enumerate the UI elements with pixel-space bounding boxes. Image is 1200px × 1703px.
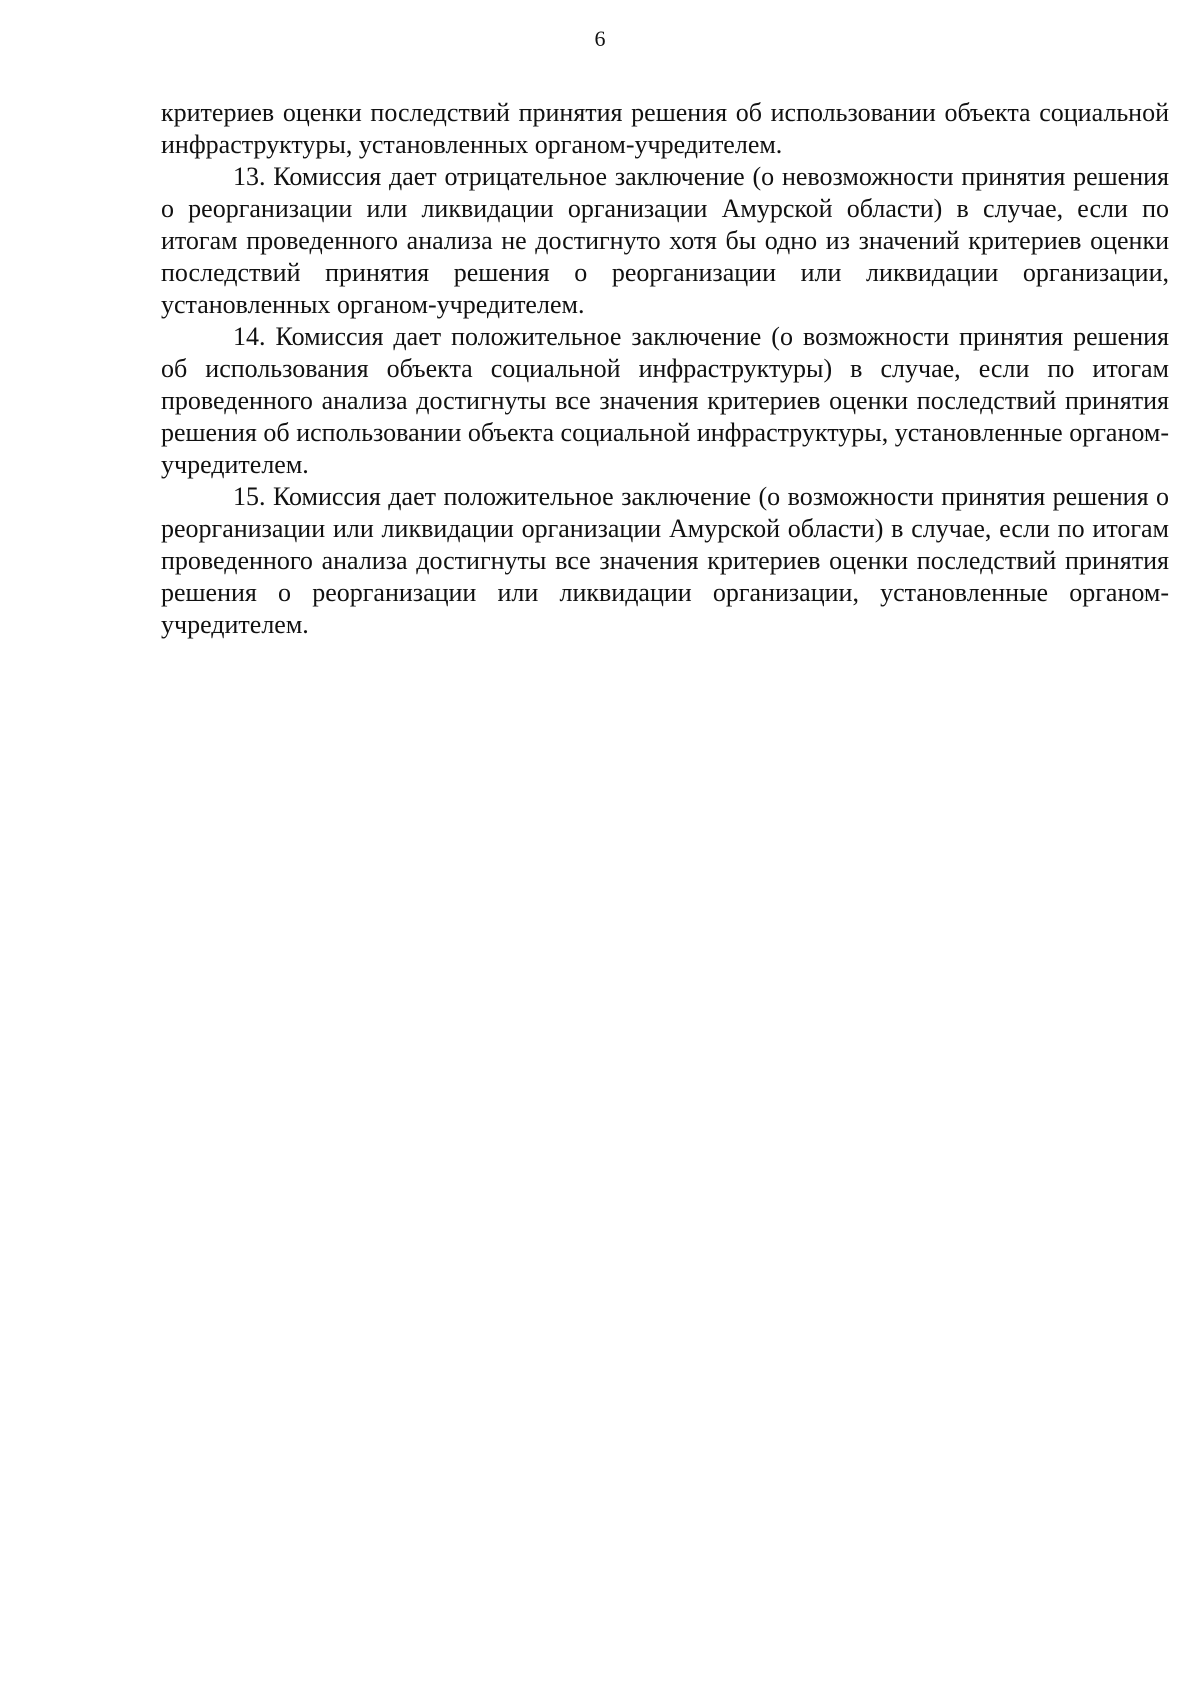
paragraph-item-15: 15. Комиссия дает положительное заключение (о возможности принятия решения о реорганизации или ликвидации организации Амурской области) в случае, если по итогам проведенного анализа достигнуты все значения критериев оценки последствий принятия решения о реорганизации или ликвидации организации, установленные органом-учредителем. [161, 482, 1169, 639]
paragraph-item-14: 14. Комиссия дает положительное заключение (о возможности принятия решения об использования объекта социальной инфраструктуры) в случае, если по итогам проведенного анализа достигнуты все значения критериев оценки последствий принятия решения об использовании объекта социальной инфраструктуры, установленные органом-учредителем. [161, 322, 1169, 479]
page-number: 6 [594, 26, 606, 51]
paragraph-item-13: 13. Комиссия дает отрицательное заключение (о невозможности принятия решения о реорганизации или ликвидации организации Амурской области) в случае, если по итогам проведенного анализа не достигнуто хотя бы одно из значений критериев оценки последствий принятия решения о реорганизации или ликвидации организации, установленных органом-учредителем. [161, 162, 1169, 319]
document-body [161, 97, 1169, 641]
paragraph-continuation: критериев оценки последствий принятия решения об использовании объекта социальной инфраструктуры, установленных органом-учредителем. [161, 98, 1169, 159]
